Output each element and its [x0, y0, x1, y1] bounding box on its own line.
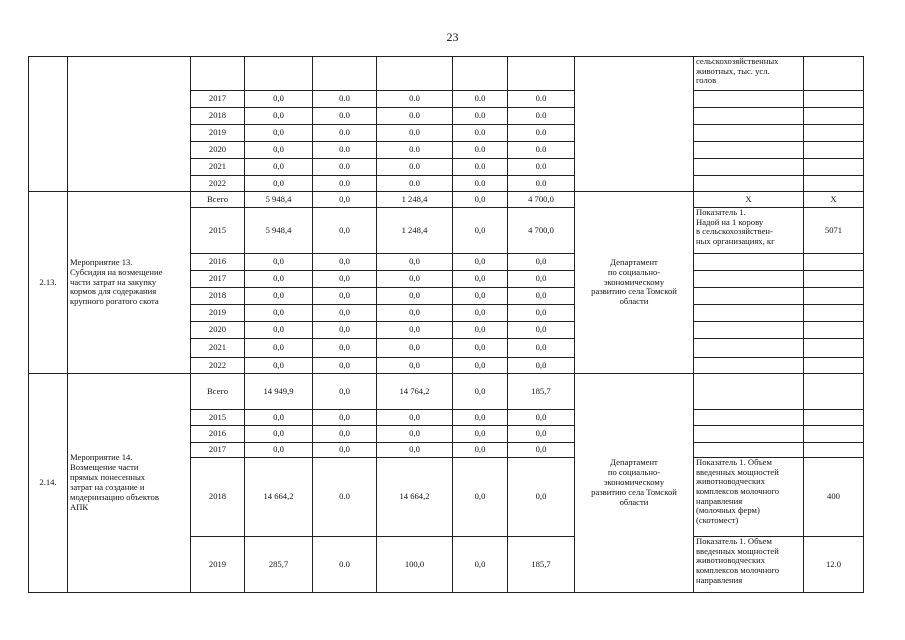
measure-number: 2.14. [29, 374, 68, 593]
value-cell: 0,0 [377, 443, 453, 458]
value-cell: 0,0 [377, 339, 453, 358]
value-cell: 0,0 [508, 358, 575, 374]
value-cell: 0,0 [377, 288, 453, 305]
value-cell: 0,0 [508, 305, 575, 322]
value-cell: 185,7 [508, 537, 575, 593]
value-cell: 0.0 [508, 108, 575, 125]
value-cell: 285,7 [245, 537, 313, 593]
value-cell: 0,0 [313, 374, 377, 410]
year-cell: 2022 [191, 358, 245, 374]
value-cell: 0,0 [508, 322, 575, 339]
value-cell: 0,0 [453, 254, 508, 271]
value-cell: 0,0 [245, 91, 313, 108]
value-cell: 185,7 [508, 374, 575, 410]
measure-name: Мероприятие 14. Возмещение части прямых понесенных затрат на создание и модернизацию объектов АПК [68, 374, 191, 593]
value-cell: 0,0 [313, 339, 377, 358]
indicator-value: 12.0 [804, 537, 864, 593]
year-cell: Всего [191, 192, 245, 208]
value-cell: 0,0 [508, 410, 575, 426]
responsible-department: Департамент по социально- экономическому развитию села Томской области [575, 192, 694, 374]
value-cell: 0.0 [313, 142, 377, 159]
value-cell: 0,0 [377, 358, 453, 374]
value-cell: 0,0 [313, 443, 377, 458]
value-cell: 0.0 [453, 125, 508, 142]
measure-name: Мероприятие 13. Субсидия на возмещение части затрат на закупку кормов для содержания крупного рогатого скота [68, 192, 191, 374]
year-cell: 2019 [191, 125, 245, 142]
value-cell: 0,0 [508, 271, 575, 288]
value-cell: 0.0 [313, 537, 377, 593]
indicator-value: 5071 [804, 208, 864, 254]
indicator-cell: Показатель 1. Надой на 1 корову в сельскохозяйствен- ных организациях, кг [694, 208, 804, 254]
value-cell: 0,0 [313, 410, 377, 426]
value-cell: 0,0 [245, 358, 313, 374]
value-cell: 1 248,4 [377, 192, 453, 208]
value-cell: 0,0 [453, 358, 508, 374]
year-cell: 2020 [191, 142, 245, 159]
value-cell: 0,0 [508, 288, 575, 305]
value-cell: 0,0 [245, 443, 313, 458]
value-cell: 0.0 [313, 176, 377, 192]
value-cell: 0,0 [313, 358, 377, 374]
value-cell: 0,0 [245, 322, 313, 339]
value-cell: 0,0 [245, 125, 313, 142]
value-cell: 0.0 [313, 108, 377, 125]
value-cell: 0,0 [453, 458, 508, 537]
value-cell: 5 948,4 [245, 208, 313, 254]
value-cell: 0.0 [313, 458, 377, 537]
value-cell: 0.0 [377, 91, 453, 108]
value-cell: 0,0 [245, 288, 313, 305]
value-cell: 0,0 [453, 410, 508, 426]
value-cell: 5 948,4 [245, 192, 313, 208]
value-cell: 0,0 [313, 322, 377, 339]
value-cell: 0,0 [508, 443, 575, 458]
x-mark: X [694, 192, 804, 208]
value-cell: 0,0 [377, 254, 453, 271]
year-cell: Всего [191, 374, 245, 410]
year-cell: 2019 [191, 305, 245, 322]
measure-number: 2.13. [29, 192, 68, 374]
value-cell: 0.0 [377, 108, 453, 125]
year-cell: 2018 [191, 108, 245, 125]
page-number: 23 [446, 30, 459, 44]
value-cell: 0,0 [245, 159, 313, 176]
value-cell: 0,0 [313, 254, 377, 271]
value-cell: 0,0 [453, 374, 508, 410]
value-cell: 100,0 [377, 537, 453, 593]
table-row [29, 57, 864, 91]
cont-indicator: сельскохозяйственных животных, тыс. усл. голов [694, 57, 804, 91]
value-cell: 0.0 [377, 142, 453, 159]
year-cell: 2017 [191, 91, 245, 108]
value-cell: 0,0 [245, 271, 313, 288]
value-cell: 0,0 [453, 208, 508, 254]
value-cell: 0.0 [313, 91, 377, 108]
value-cell: 0,0 [453, 537, 508, 593]
value-cell: 0,0 [377, 271, 453, 288]
year-cell: 2015 [191, 208, 245, 254]
value-cell: 4 700,0 [508, 208, 575, 254]
year-cell: 2022 [191, 176, 245, 192]
value-cell: 0,0 [245, 254, 313, 271]
value-cell: 4 700,0 [508, 192, 575, 208]
x-mark: X [804, 192, 864, 208]
value-cell: 0,0 [313, 426, 377, 443]
value-cell: 0.0 [453, 142, 508, 159]
year-cell: 2017 [191, 443, 245, 458]
value-cell: 14 949,9 [245, 374, 313, 410]
value-cell: 0.0 [508, 159, 575, 176]
responsible-department: Департамент по социально- экономическому развитию села Томской области [575, 374, 694, 593]
year-cell: 2018 [191, 458, 245, 537]
value-cell: 0,0 [313, 305, 377, 322]
cont-dept-cell [575, 57, 694, 192]
value-cell: 0,0 [453, 271, 508, 288]
value-cell: 0.0 [508, 142, 575, 159]
value-cell: 0,0 [377, 305, 453, 322]
value-cell: 0.0 [508, 125, 575, 142]
program-measures-table [28, 56, 864, 593]
value-cell: 14 664,2 [245, 458, 313, 537]
value-cell: 0.0 [377, 125, 453, 142]
table-row [29, 374, 864, 410]
value-cell: 0.0 [453, 159, 508, 176]
value-cell: 1 248,4 [377, 208, 453, 254]
value-cell: 0,0 [453, 426, 508, 443]
value-cell: 0,0 [313, 208, 377, 254]
value-cell: 0,0 [245, 410, 313, 426]
year-cell: 2021 [191, 339, 245, 358]
value-cell: 0.0 [377, 159, 453, 176]
value-cell: 0,0 [453, 322, 508, 339]
value-cell: 0,0 [453, 288, 508, 305]
value-cell: 0,0 [377, 426, 453, 443]
value-cell: 14 664,2 [377, 458, 453, 537]
value-cell: 0.0 [313, 159, 377, 176]
value-cell: 0,0 [508, 254, 575, 271]
value-cell: 0,0 [453, 339, 508, 358]
value-cell: 0.0 [313, 125, 377, 142]
value-cell: 14 764,2 [377, 374, 453, 410]
table-row [29, 192, 864, 208]
value-cell: 0,0 [313, 192, 377, 208]
indicator-cell: Показатель 1. Объем введенных мощностей животноводческих комплексов молочного направления [694, 537, 804, 593]
value-cell: 0.0 [453, 108, 508, 125]
value-cell: 0,0 [245, 339, 313, 358]
value-cell: 0,0 [245, 142, 313, 159]
value-cell: 0.0 [508, 91, 575, 108]
value-cell: 0,0 [508, 426, 575, 443]
value-cell: 0,0 [313, 271, 377, 288]
value-cell: 0,0 [313, 288, 377, 305]
year-cell: 2018 [191, 288, 245, 305]
value-cell: 0.0 [453, 91, 508, 108]
year-cell: 2016 [191, 426, 245, 443]
value-cell: 0,0 [453, 305, 508, 322]
cont-name-cell [68, 57, 191, 192]
value-cell: 0,0 [453, 192, 508, 208]
value-cell: 0.0 [377, 176, 453, 192]
value-cell: 0,0 [245, 305, 313, 322]
value-cell: 0.0 [453, 176, 508, 192]
year-cell: 2019 [191, 537, 245, 593]
value-cell: 0.0 [508, 176, 575, 192]
value-cell: 0,0 [508, 339, 575, 358]
cont-num-cell [29, 57, 68, 192]
indicator-value: 400 [804, 458, 864, 537]
year-cell: 2020 [191, 322, 245, 339]
value-cell: 0,0 [508, 458, 575, 537]
year-cell: 2016 [191, 254, 245, 271]
value-cell: 0,0 [245, 426, 313, 443]
indicator-cell: Показатель 1. Объем введенных мощностей животноводческих комплексов молочного направления (молочных ферм) (скотомест) [694, 458, 804, 537]
year-cell: 2017 [191, 271, 245, 288]
value-cell: 0,0 [377, 322, 453, 339]
year-cell: 2015 [191, 410, 245, 426]
value-cell: 0,0 [245, 108, 313, 125]
value-cell: 0,0 [377, 410, 453, 426]
value-cell: 0,0 [453, 443, 508, 458]
value-cell: 0,0 [245, 176, 313, 192]
year-cell: 2021 [191, 159, 245, 176]
